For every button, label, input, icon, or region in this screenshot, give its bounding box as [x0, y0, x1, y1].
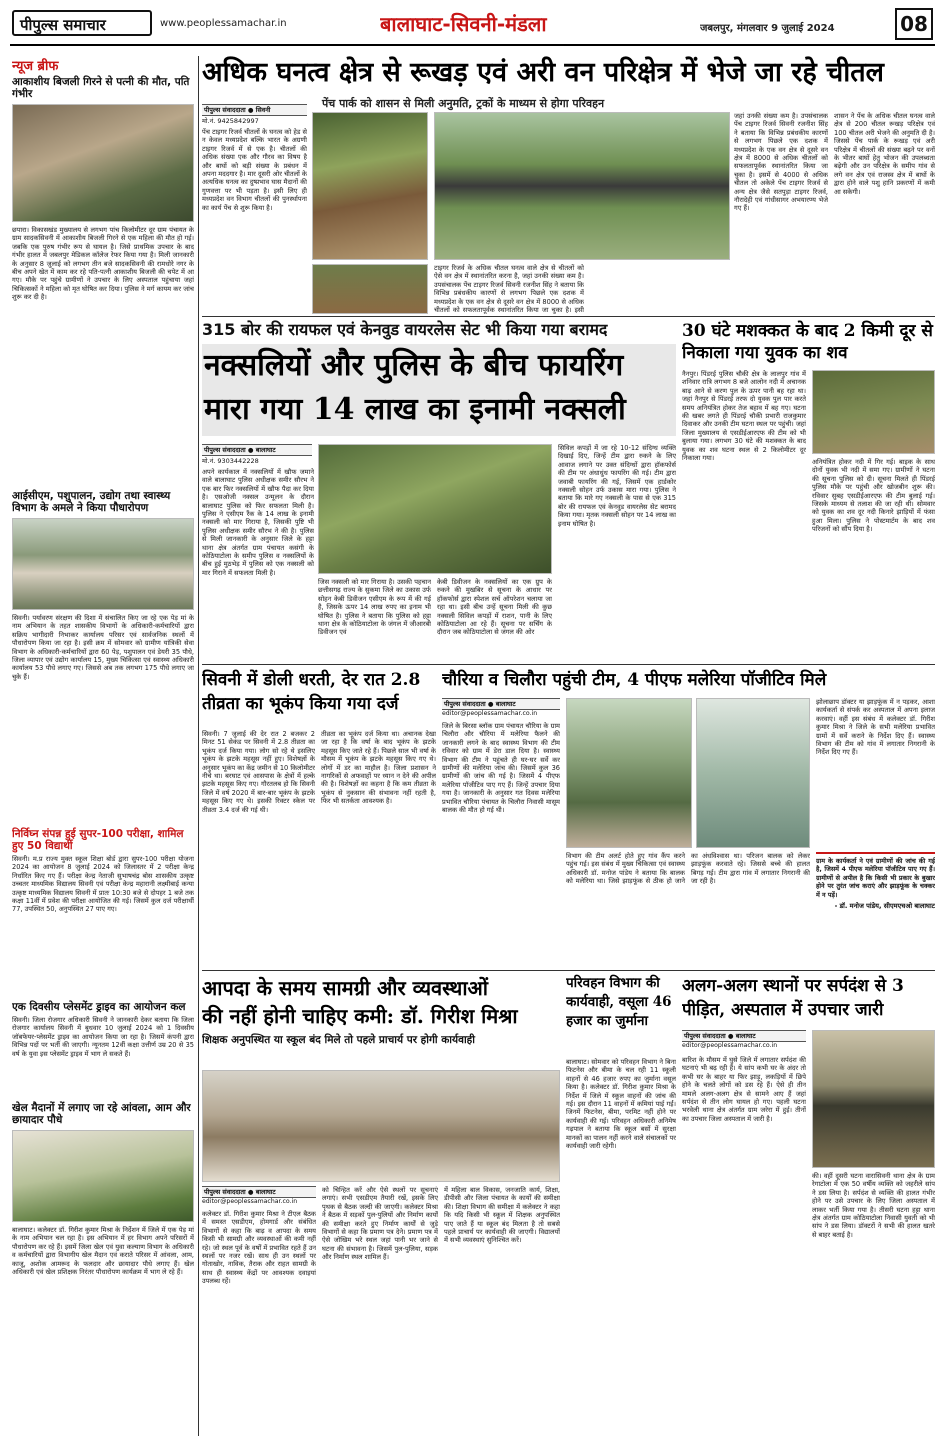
- transport-col1: बालाघाट। सोमवार को परिवहन विभाग ने बिना फिटनेस और बीमा के चल रही 11 स्कूली वाहनों से 46 हजार रुपए का जुर्माना वसूल किया है। कलेक्टर डॉ. गिरीश कुमार मिश्रा के निर्देश में जिले में स्कूल वाहनों की जांच की गई। इस दौरान 11 वाहनों में कमियां पाई गईं। जिनमें फिटनेस, बीमा, परमिट नहीं होने पर कार्यवाही की गई। परिवहन अधिकारी अनिमेष गढ़पाल ने बताया कि स्कूल बसों में सुरक्षा मानकों का पालन नहीं करने वाले संचालकों पर कार्यवाही जारी रहेगी।: [566, 1058, 676, 1151]
- brief5-body: बालाघाट। कलेक्टर डॉ. गिरीश कुमार मिश्रा के निर्देशन में जिले में एक पेड़ मां के नाम अभियान चल रहा है। इस अभियान में हर विभाग अपने परिसरों में पौधारोपण कर रहे हैं। इसमें जिला खेल एवं युवा कल्याण विभाग के अधिकारी व कर्मचारियों द्वारा विभागीय खेल मैदान एवं कराते परिसर में आंवला, आम, काजू, अशोक आमरूद के फलदार और छायादार पौधे लगाए हैं। खेल अधिकारी एवं खेल प्रशिक्षक निरंतर पौधारोपण कार्यक्रम में भाग ले रहे हैं।: [12, 1226, 194, 1277]
- story-earthquake: [202, 668, 436, 968]
- malaria-col2: विभाग की टीम अलर्ट होते हुए गांव कैंप करने पहुंच गई। इस संबंध में मुख्य चिकित्सा एवं स्वास्थ्य अधिकारी डॉ. मनोज पांडेय ने बताया कि बालक को मलेरिया था। जिसे झाड़फूंक से ठीक हो जाने का अंधविश्वास था। परिजन बालक को लेकर झाड़फूंक करवाते रहे। जिससे बच्चे की हालत बिगड़ गई। टीम द्वारा गांव में लगातार निगरानी की जा रही है।: [566, 852, 810, 886]
- brief2-photo: [12, 518, 194, 610]
- brief1-title: आकाशीय बिजली गिरने से पत्नी की मौत, पति गंभीर: [12, 76, 190, 100]
- naxal-photo: [318, 444, 552, 574]
- naxal-col1: अपने कार्यकाल में नक्सलियों में खौफ जमाने वाले बालाघाट पुलिस अधीक्षक समीर सौरभ ने एक बार फिर नक्सलियों में खौफ पैदा कर दिया है। एसओजी नक्सल उन्मूलन के दौरान बालाघाट पुलिस को फिर सफलता मिली है। पुलिस ने एसीएम रैंक के 14 लाख के इनामी नक्सली को मार गिराया है, जिसकी पुष्टि भी पुलिस अधीक्षक समीर सौरभ ने की है। पुलिस से मिली जानकारी के अनुसार जिले के हट्टा थाना क्षेत्र अंतर्गत ग्राम पंचायत कसंगी के कोठियाटोला के समीप पुलिस व नक्सलियों के बीच हुई मुठभेड़ में पुलिस को एक नक्सली को मार गिराने में सफलता मिली है।: [202, 468, 314, 577]
- disaster-headline-line1: आपदा के समय सामग्री और व्यवस्थाओं: [202, 976, 488, 1000]
- malaria-byline: पीपुल्स संवाददाता ● बालाघाट: [442, 698, 560, 710]
- issue-date: जबलपुर, मंगलवार 9 जुलाई 2024: [700, 23, 835, 34]
- chital-mobile: मो.नं. 9425842997: [202, 117, 259, 125]
- story-transport: [566, 974, 676, 1440]
- malaria-email[interactable]: editor@peoplessamachar.co.in: [442, 710, 538, 717]
- naxal-col3: केबी डिवीजन के नक्सलियों का एक ग्रुप के रुकने की मुखबिर से सूचना के आधार पर हॉकफोर्स द्वारा स्पेशल सर्च ऑपरेशन चलाया जा रहा था। इसी बीच उन्हें सूचना मिली की कुछ नक्सली सिविल कपड़ों में राशन, पानी के लिए कोठियाटोला आ रहे हैं। सूचना पर सर्चिंग के दौरान जब कोठियाटोला से जंगल की ओर: [437, 578, 552, 637]
- disaster-byline: पीपुल्स संवाददाता ● बालाघाट: [202, 1186, 316, 1198]
- edition-banner: [380, 10, 570, 36]
- logo-text: पीपुल्स समाचार: [20, 16, 106, 34]
- naxal-col4: सिविल कपड़ों में जा रहे 10-12 संदिग्ध व्यक्ति दिखाई दिए, जिन्हें टीम द्वारा रुकने के लिए आवाज लगाने पर उक्त संदिग्धों द्वारा हॉकफोर्स की टीम पर अंधाधुंध फायरिंग की गई। टीम द्वारा जवाबी फायरिंग की गई, जिसमें एक हार्डकोर नक्सली सोहन उर्फ उकास मारा गया। पुलिस ने बताया कि मारे गए नक्सली के पास से एक 315 बोर की रायफल एवं केनवुड वायरलेस सेट बरामद किया गया। मृतक नक्सली सोहन पर 14 लाख का इनाम घोषित है।: [558, 444, 676, 528]
- news-brief-sidebar: [12, 56, 194, 1436]
- brief2-title: आईसीएम, पशुपालन, उद्योग तथा स्वास्थ्य विभाग के अमले ने किया पौधारोपण: [12, 490, 171, 514]
- chital-subhead: पेंच पार्क को शासन से मिली अनुमति, ट्रकों के माध्यम से होगा परिवहन: [322, 97, 605, 110]
- site-url[interactable]: www.peoplessamachar.in: [160, 18, 287, 29]
- divider-1: [202, 316, 935, 317]
- chital-photo-herd: [312, 264, 428, 314]
- brief1-photo: [12, 104, 194, 222]
- brief4-body: सिवनी। जिला रोजगार अधिकारी सिवनी ने जानकारी देकर बताया कि जिला रोजगार कार्यालय सिवनी में बुधवार 10 जुलाई 2024 को 1 दिवसीय जॉबफेयर-प्लेसमेंट ड्राइव का आयोजन किया जा रहा है। जिसमें कंपनी द्वारा विभिन्न पदों पर भर्ती की जाएगी। न्यूनतम 12वीं कक्षा उत्तीर्ण उम्र 20 से 35 वर्ष के युवा इस प्लेसमेंट ड्राइव में भाग ले सकते हैं।: [12, 1016, 194, 1058]
- recovered-headline: 30 घंटे मशक्कत के बाद 2 किमी दूर से निकाला गया युवक का शव: [682, 321, 933, 363]
- brief5-title: खेल मैदानों में लगाए जा रहे आंवला, आम और छायादार पौधे: [12, 1102, 191, 1126]
- masthead-logo[interactable]: [12, 10, 152, 36]
- disaster-subhead: शिक्षक अनुपस्थित या स्कूल बंद मिले तो पहले प्राचार्य पर होगी कार्यवाही: [202, 1034, 475, 1046]
- disaster-headline-line2: की नहीं होनी चाहिए कमी: डॉ. गिरीश मिश्रा: [202, 1004, 518, 1028]
- story-disaster: [202, 974, 560, 1440]
- malaria-quote: ग्राम के कार्यकर्ता ने एवं ग्रामीणों की जांच की गई है, जिसमें 4 पीएफ मलेरिया पॉजीटिव पाए गए हैं। ग्रामीणों से अपील है कि किसी भी प्रकार के बुखार होने पर तुरंत जांच कराएं और झाड़फूंक के चक्कर में न पड़ें।: [816, 857, 935, 899]
- chital-photo-trees: [312, 112, 428, 260]
- chital-byline: पीपुल्स संवाददाता ● सिवनी: [202, 104, 307, 116]
- brief3-title: निर्विघ्न संपन्न हुई सुपर-100 परीक्षा, शामिल हुए 50 विद्यार्थी: [12, 828, 184, 852]
- chital-col4: शासन ने पेंच के अधिक चीतल घनत्व वाले क्षेत्र से 200 चीतल रूखड़ परिक्षेत्र एवं 100 चीतल अरी भेजने की अनुमति दी है। जिससे पेंच पार्क के रूखड़ एवं अरी परिक्षेत्र में चीतलों की संख्या बढ़ने पर वनों के भीतर बाघों हेतु भोजन की उपलब्धता बढ़ेगी और उन परिक्षेत्र के समीप गांव से लगे वन क्षेत्र एवं राजस्व क्षेत्र में बाघों के द्वारा होने वाले पशु हानि प्रकरणों में कमी आ सकेगी।: [834, 112, 935, 196]
- malaria-quote-by: - डॉ. मनोज पांडेय, सीएमएचओ बालाघाट: [834, 902, 935, 911]
- malaria-photo-1: [566, 698, 692, 848]
- recovered-photo: [812, 370, 935, 454]
- disaster-col2: को चिन्हित करें और ऐसे स्थलों पर सूचनाएं लगाएं। सभी एसडीएम तैयारी रखें, इसके लिए पृथक से बैठक जल्दी की जाएगी। कलेक्टर मिश्रा ने बैठक में सड़कों पुल-पुलियों और निर्माण कार्यों की समीक्षा करते हुए निर्माण कार्यों से जुड़े विभागों से कहा कि प्रमाण पत्र देने। प्रमाण पत्र में ऐसे जोखिम भरे स्थल जहां पानी भर जाने से घटना की संभावना है। जिसमें पुल-पुलिया, सड़क और निर्माण स्थल शामिल हैं।: [322, 1186, 438, 1262]
- sidebar-divider: [198, 56, 199, 1436]
- malaria-col3: झोलाछाप डॉक्टर या झाड़फूंक में न पड़कर, आशा कार्यकर्ता से संपर्क कर अस्पताल में अपना इलाज करवाएं। वहीं इस संबंध में कलेक्टर डॉ. गिरीश कुमार मिश्रा ने जिले के सभी मलेरिया प्रभावित ग्रामों में सर्वे कराने के निर्देश दिए हैं। स्वास्थ्य विभाग की टीम को गांव में लगातार निगरानी के निर्देश दिए गए हैं।: [816, 698, 935, 757]
- story-snakebite: [682, 974, 935, 1440]
- snakebite-col2: की। वहीं दूसरी घटना वारासिवनी थाना क्षेत्र के ग्राम रेगाटोला में एक 50 वर्षीय व्यक्ति को जहरीले सांप ने डस लिया है। सर्पदंश से व्यक्ति की हालत गंभीर होने पर उसे उपचार के लिए जिला अस्पताल में लाकर भर्ती किया गया है। तीसरी घटना हट्टा थाना क्षेत्र अंतर्गत ग्राम कोठियाटोला निवासी युवती को भी सांप ने डस लिया। डॉक्टरों ने सभी की हालत खतरे से बाहर बताई है।: [812, 1172, 935, 1239]
- masthead-rule: [10, 44, 935, 46]
- chital-col3: जहां उनकी संख्या कम है। उपसंचालक पेंच टाइगर रिजर्व सिवनी रजनीश सिंह ने बताया कि विभिन्न प्रबंधकीय कारणों से लगभग पिछले एक दशक में मध्यप्रदेश के एक वन क्षेत्र से दूसरे वन क्षेत्र में 8000 से अधिक चीतलों को सफलतापूर्वक स्थानांतरित किया जा चुका है। इसमें से 4000 से अधिक चीतल तो अकेले पेंच टाइगर रिजर्व से अन्य क्षेत्र जैसे सतपुड़ा टाइगर रिजर्व, नौरादेही एवं गांधीसागर अभयारण्य भेजे गए हैं।: [734, 112, 828, 213]
- disaster-col1: कलेक्टर डॉ. गिरीश कुमार मिश्रा ने टीएल बैठक में समस्त एसडीएम, होमगार्ड और संबंधित विभागों से कहा कि बाढ़ व आपदा के समय किसी भी सामग्री और व्यवस्थाओं की कमी नहीं रहे। जो स्थल पूर्व के वर्षों में प्रभावित रहते हैं उन स्थलों पर नजर रखें। साथ ही उन स्थलों पर गोताखोर, नाविक, तैराक और राहत सामग्री के साथ ही स्वास्थ्य केंद्रों पर आवश्यक दवाइयां उपलब्ध रहें।: [202, 1210, 316, 1286]
- story-chital: [202, 56, 935, 314]
- story-malaria: [442, 668, 935, 968]
- edition-title: बालाघाट-सिवनी-मंडला: [380, 12, 547, 36]
- snakebite-email[interactable]: editor@peoplessamachar.co.in: [682, 1042, 778, 1049]
- quake-col1: सिवनी। 7 जुलाई की देर रात 2 बजकर 2 मिनट 51 सेकंड पर सिवनी में 2.8 तीव्रता का भूकंप दर्ज किया गया। लोग सो रहे थे इसलिए भूकंप के झटके महसूस नहीं हुए। विशेषज्ञों के अनुसार भूकंप का केंद्र जमीन से 10 किलोमीटर नीचे था। बरघाट एवं आसपास के क्षेत्रों में हल्के झटके महसूस किए गए। गौरतलब हो कि सिवनी जिले में वर्ष 2020 में बार-बार भूकंप के झटके महसूस किए गए थे। इसकी रिक्टर स्केल पर तीव्रता 3.4 दर्ज की गई थी।: [202, 730, 315, 814]
- disaster-email[interactable]: editor@peoplessamachar.co.in: [202, 1198, 298, 1205]
- recovered-col2: अनियंत्रित होकर नदी में गिर गई। बाइक के साथ दोनों युवक भी नदी में समा गए। ग्रामीणों ने घटना की सूचना पुलिस को दी। सूचना मिलते ही पिंडरई पुलिस मौके पर पहुंची और खोजबीन शुरू की। रविवार सुबह एसडीईआरएफ की टीम बुलाई गई। जिसके माध्यम से तलाश की जा रही थी। सोमवार को युवक का शव दूर नदी किनारे झाड़ियों में फंसा हुआ मिला। पुलिस ने पोस्टमार्टम के बाद शव परिजनों को सौंप दिया है।: [812, 458, 935, 534]
- page-number-box: [895, 8, 933, 40]
- disaster-photo: [202, 1070, 560, 1182]
- story-naxal: [202, 320, 676, 660]
- naxal-byline: पीपुल्स संवाददाता ● बालाघाट: [202, 444, 312, 456]
- story-body-recovered: [682, 320, 935, 660]
- section-label: न्यूज ब्रीफ: [12, 59, 59, 74]
- naxal-kicker: 315 बोर की रायफल एवं केनवुड वायरलेस सेट भी किया गया बरामद: [202, 320, 608, 339]
- chital-photo-truck: [434, 112, 730, 260]
- brief2-body: सिवनी। पर्यावरण संरक्षण की दिशा में संचालित किए जा रहे एक पेड़ मां के नाम अभियान के तहत शासकीय विभागों के अधिकारी-कर्मचारियों द्वारा सक्रिय भागीदारी निभाकर कार्यालय परिसर एवं सार्वजनिक स्थलों में पौधारोपण किया जा रहा है। इसी क्रम में सोमवार को ग्रामीण यांत्रिकी सेवा विभाग के अधिकारी-कर्मचारियों द्वारा 60 पेड़, पशुपालन एवं डेयरी 35 पौधे, जिला व्यापार एवं उद्योग कार्यालय 15, मुख्य चिकित्सा एवं स्वास्थ्य अधिकारी कार्यालय 53 पौधे लगाए गए। जिससे अब तक लगभग 175 पौधे लगाए जा चुके हैं।: [12, 614, 194, 681]
- chital-col2: टाइगर रिजर्व के अधिक चीतल घनत्व वाले क्षेत्र से चीतलों को ऐसे वन क्षेत्र में स्थानांतरित करना है, जहां उनकी संख्या कम है। उपसंचालक पेंच टाइगर रिजर्व सिवनी रजनीश सिंह ने बताया कि विभिन्न प्रबंधकीय कारणों से लगभग पिछले एक दशक में मध्यप्रदेश के एक वन क्षेत्र से दूसरे वन क्षेत्र में 8000 से अधिक चीतलों को सफलतापूर्वक स्थानांतरित किया जा चुका है। इसी: [434, 264, 584, 314]
- brief4-title: एक दिवसीय प्लेसमेंट ड्राइव का आयोजन कल: [12, 1001, 186, 1013]
- malaria-headline: चौरिया व चिलौरा पहुंची टीम, 4 पीएफ मलेरिया पॉजीटिव मिले: [442, 670, 827, 690]
- chital-headline: अधिक घनत्व क्षेत्र से रूखड़ एवं अरी वन परिक्षेत्र में भेजे जा रहे चीतल: [202, 57, 884, 88]
- brief5-photo: [12, 1130, 194, 1222]
- malaria-col1: जिले के बिरसा ब्लॉक ग्राम पंचायत चौरिया के ग्राम चिलौरा और चौरिया में मलेरिया फैलने की जानकारी लगने के बाद स्वास्थ्य विभाग की टीम रविवार को ग्राम में डेरा डाल दिया है। स्वास्थ्य विभाग की टीम ने पहुंचते ही घर-घर सर्वे कर ग्रामीणों की मलेरिया जांच की। जिसमें कुल 36 ग्रामीणों की जांच की गई है। जिसमें 4 पीएफ मलेरिया पॉजीटिव पाए गए हैं। जिन्हें उपचार दिया गया है। जानकारी के अनुसार गत दिवस मलेरिया प्रभावित चौरिया पंचायत के चिलौरा निवासी मासूम बालक की मौत हो गई थी।: [442, 722, 560, 815]
- quake-col2: तीव्रता का भूकंप दर्ज किया था। अचानक देखा जा रहा है कि वर्षा के बाद भूकंप के झटके महसूस किए जाते रहे हैं। पिछले साल भी वर्षा के मौसम में भूकंप के झटके महसूस किए गए थे। लोगों में डर का माहौल है। जिला प्रशासन ने नागरिकों से अफवाहों पर ध्यान न देने की अपील की है। विशेषज्ञों का कहना है कि कम तीव्रता के भूकंप से नुकसान की संभावना नहीं रहती है, फिर भी सतर्कता आवश्यक है।: [321, 730, 436, 806]
- snakebite-photo-cobra: [812, 1030, 935, 1168]
- masthead: [0, 0, 945, 52]
- naxal-headline-line1: नक्सलियों और पुलिस के बीच फायरिंग: [204, 348, 624, 383]
- divider-3: [202, 970, 935, 971]
- naxal-headline-box: [202, 344, 676, 436]
- transport-headline: परिवहन विभाग की कार्यवाही, वसूला 46 हजार का जुर्माना: [566, 975, 672, 1029]
- naxal-headline-line2: मारा गया 14 लाख का इनामी नक्सली: [204, 392, 626, 427]
- recovered-col1: नैनपुर। पिंडरई पुलिस चौकी क्षेत्र के लालपुर गांव में शनिवार रात्रि लगभग 8 बजे आलोन नदी में अचानक बाढ़ आने से करण पुल के ऊपर पानी बह रहा था। जहां नैनपुर से पिंडरई तरफ दो युवक पुल पार करते समय अनियंत्रित होकर तेज बहाव में बह गए। घटना की खबर लगते ही पिंडरई चौकी प्रभारी राजकुमार दिवाकर और उनकी टीम घटना स्थल पर पहुंची। जहां जिला मुख्यालय से एसडीईआरएफ की टीम को भी बुलाया गया। लगभग 30 घंटे की मशक्कत के बाद युवक का शव घटना स्थल से 2 किलोमीटर दूर निकाला गया।: [682, 370, 806, 463]
- malaria-quote-box: [816, 852, 935, 968]
- snakebite-col1: बारिश के मौसम में घुसे जिले में लगातार सर्पदंश की घटनाएं भी बढ़ रही हैं। ये सांप कभी घर के अंदर तो कभी घर के बाहर या फिर झाड़ू, लकड़ियों में छिपे होने के चलते लोगों को डस रहे हैं। ऐसे ही तीन मामले अलग-अलग क्षेत्र से सामने आए हैं जहां सर्पदंश से तीन लोग घायल हो गए। पहली घटना भरवेली थाना क्षेत्र अंतर्गत ग्राम जरेरा में हुई। तीनों का उपचार जिला अस्पताल में जारी है।: [682, 1056, 806, 1123]
- quake-headline: सिवनी में डोली धरती, देर रात 2.8 तीव्रता का भूकंप किया गया दर्ज: [202, 670, 421, 714]
- malaria-photo-2: [696, 698, 810, 848]
- snakebite-byline: पीपुल्स संवाददाता ● बालाघाट: [682, 1030, 806, 1042]
- brief3-body: सिवनी। म.प्र राज्य मुक्त स्कूल शिक्षा बोर्ड द्वारा सुपर-100 परीक्षा योजना 2024 का आयोजन 8 जुलाई 2024 को जिलास्तर में 2 परीक्षा केन्द्र निर्धारित किए गए हैं। परीक्षा केन्द्र नेताजी सुभाषचंद्र बोस शासकीय उत्कृष्ट उच्चतर माध्यमिक विद्यालय सिवनी एवं परीक्षा केन्द्र महारानी लक्ष्मीबाई कन्या उत्कृष्ट माध्यमिक विद्यालय सिवनी में प्रातः 10:30 बजे से दोपहर 1 बजे तक कक्षा 11वीं में प्रवेश की परीक्षा आयोजित की गई। जिसमें कुल दर्ज परीक्षार्थी 77, उपस्थित 50, अनुपस्थित 27 पाए गए।: [12, 855, 194, 914]
- disaster-col3: में महिला बाल विकास, जनजाति कार्य, शिक्षा, डीपीसी और जिला पंचायत के कार्यों की समीक्षा की। शिक्षा विभाग की समीक्षा में कलेक्टर ने कहा कि यदि किसी भी स्कूल में शिक्षक अनुपस्थित पाए जाते हैं या स्कूल बंद मिलता है तो सबसे पहले प्राचार्य पर कार्यवाही की जाएगी। विद्यालयों में सभी व्यवस्थाएं सुनिश्चित करें।: [444, 1186, 560, 1245]
- chital-col1: पेंच टाइगर रिजर्व चीतलों के घनत्व को हेड से न केवल मध्यप्रदेश बल्कि भारत के अग्रणी टाइगर रिजर्व में से एक है। चीतलों की अधिक संख्या एक और गौरव का विषय है और बाघों को बड़ी संख्या के प्रबंधन में अपना मददगार है। मार दूसरी ओर चीतलों के अत्यधिक घनत्व का दुष्प्रभाव घास मैदानों की गुणवत्ता पर भी पड़ता है। इसी लिए ही मध्यप्रदेश वन विभाग चीतलों की पुनर्स्थापना का कार्य पेंच से शुरू किया है।: [202, 128, 307, 212]
- brief1-body: छपारा। विकासखंड मुख्यालय से लगभग पांच किलोमीटर दूर ग्राम पंचायत के ग्राम सादकसिवनी में आकाशीय बिजली गिरने से एक महिला की मौत हो गई। जबकि एक पुरुष गंभीर रूप से घायल है। जिसे प्राथमिक उपचार के बाद गंभीर हालत में जबलपुर मेडिकल कॉलेज रेफर किया गया है। मिली जानकारी के अनुसार 8 जुलाई को लगभग तीन बजे सादकसिवनी की रामधोरे नगर के बीच अपने खेत में काम कर रहे पति-पत्नी आकाशीय बिजली की चपेट में आ गए। मौके पर पहुंचे ग्रामीणों ने उपचार के लिए अस्पताल पहुंचाया जहां चिकित्सकों ने महिला को मृत घोषित कर दिया। पुलिस ने मर्ग कायम कर जांच शुरू कर दी है।: [12, 226, 194, 302]
- snakebite-headline: अलग-अलग स्थानों पर सर्पदंश से 3 पीड़ित, अस्पताल में उपचार जारी: [682, 976, 904, 1020]
- naxal-col2: जिस नक्सली को मार गिराया है। उसकी पहचान छत्तीसगढ़ राज्य के सुकमा जिले का उकास उर्फ सोहन केबी डिवीजन एसीएम के रूप में की गई है, जिसके ऊपर 14 लाख रुपए का इनाम भी घोषित है। पुलिस ने बताया कि पुलिस को हट्टा थाना क्षेत्र के कोठियाटोला के जंगल में जीआरबी डिवीजन एवं: [318, 578, 431, 637]
- naxal-mobile: मो.नं. 9303442228: [202, 457, 259, 465]
- page-number: 08: [900, 12, 928, 36]
- divider-2: [202, 664, 935, 665]
